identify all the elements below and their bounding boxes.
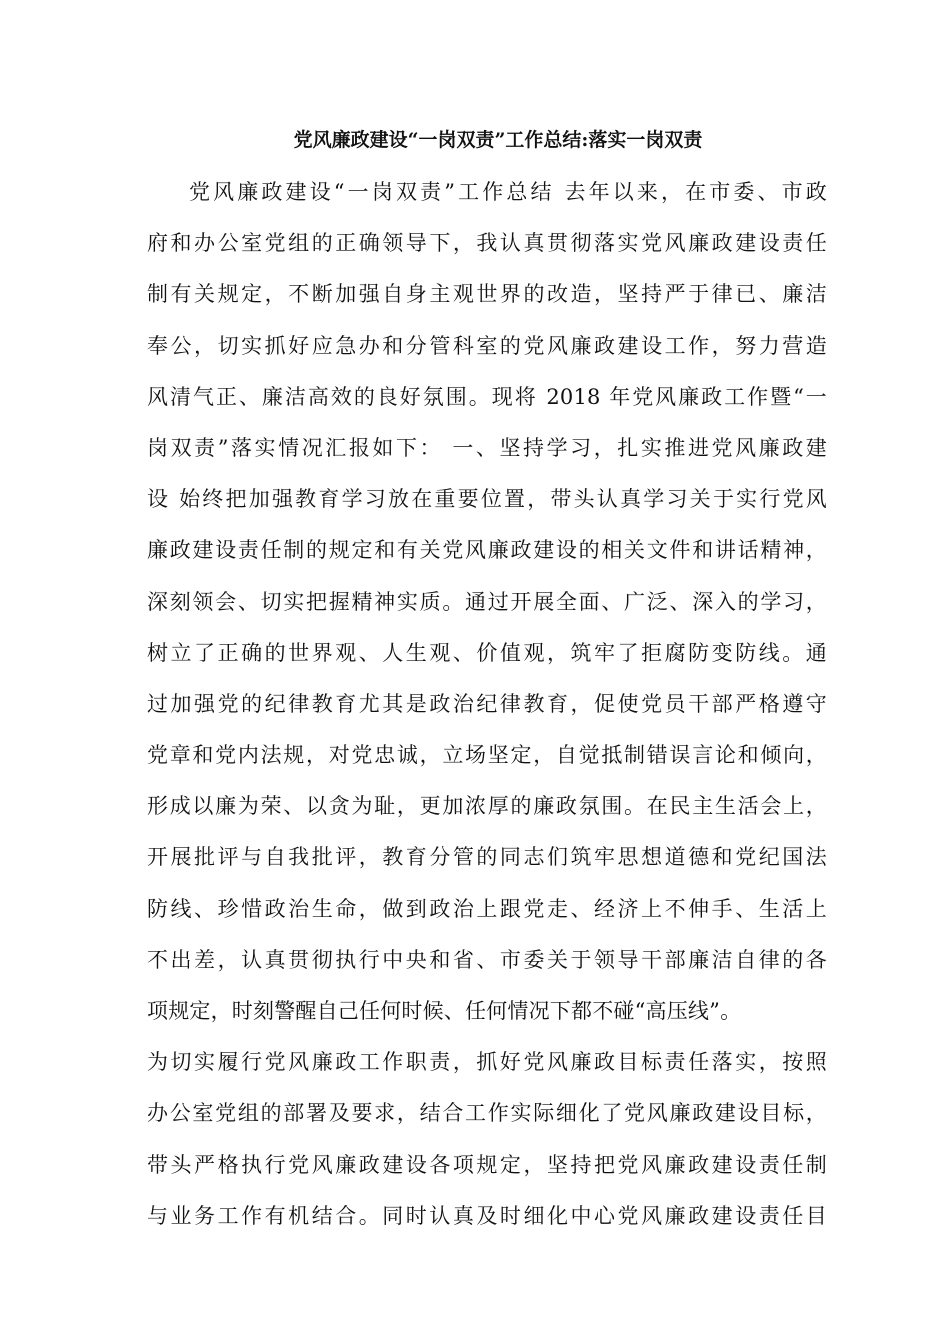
document-title: 党风廉政建设“一岗双责”工作总结:落实一岗双责 <box>293 129 703 151</box>
body-line: 风清气正、廉洁高效的良好氛围。现将 2018 年党风廉政工作暨“一 <box>147 384 827 409</box>
body-line: 项规定，时刻警醒自己任何时候、任何情况下都不碰“高压线”。 <box>147 999 742 1023</box>
body-line: 深刻领会、切实把握精神实质。通过开展全面、广泛、深入的学习， <box>147 589 827 614</box>
body-line: 防线、珍惜政治生命，做到政治上跟党走、经济上不伸手、生活上 <box>147 896 827 921</box>
body-line: 府和办公室党组的正确领导下，我认真贯彻落实党风廉政建设责任 <box>147 231 827 256</box>
body-line: 不出差，认真贯彻执行中央和省、市委关于领导干部廉洁自律的各 <box>147 947 827 972</box>
body-line: 廉政建设责任制的规定和有关党风廉政建设的相关文件和讲话精神， <box>147 538 827 563</box>
body-line: 办公室党组的部署及要求，结合工作实际细化了党风廉政建设目标， <box>147 1101 827 1126</box>
body-line: 制有关规定，不断加强自身主观世界的改造，坚持严于律已、廉洁 <box>147 282 827 307</box>
body-line: 党风廉政建设“一岗双责”工作总结 去年以来，在市委、市政 <box>189 180 827 204</box>
body-line: 与业务工作有机结合。同时认真及时细化中心党风廉政建设责任目 <box>147 1203 827 1228</box>
body-line: 设 始终把加强教育学习放在重要位置，带头认真学习关于实行党风 <box>147 487 827 512</box>
body-line: 开展批评与自我批评，教育分管的同志们筑牢思想道德和党纪国法 <box>147 845 827 870</box>
body-line: 树立了正确的世界观、人生观、价值观，筑牢了拒腐防变防线。通 <box>147 640 827 665</box>
document-body <box>147 174 827 1249</box>
body-line: 岗双责”落实情况汇报如下： 一、坚持学习，扎实推进党风廉政建 <box>147 435 827 460</box>
body-line: 为切实履行党风廉政工作职责，抓好党风廉政目标责任落实，按照 <box>147 1050 827 1075</box>
body-line: 过加强党的纪律教育尤其是政治纪律教育，促使党员干部严格遵守 <box>147 691 827 716</box>
body-line: 党章和党内法规，对党忠诚，立场坚定，自觉抵制错误言论和倾向， <box>147 743 827 768</box>
body-line: 奉公，切实抓好应急办和分管科室的党风廉政建设工作，努力营造 <box>147 333 827 358</box>
body-line: 带头严格执行党风廉政建设各项规定，坚持把党风廉政建设责任制 <box>147 1152 827 1177</box>
body-line: 形成以廉为荣、以贪为耻，更加浓厚的廉政氛围。在民主生活会上， <box>147 794 827 819</box>
